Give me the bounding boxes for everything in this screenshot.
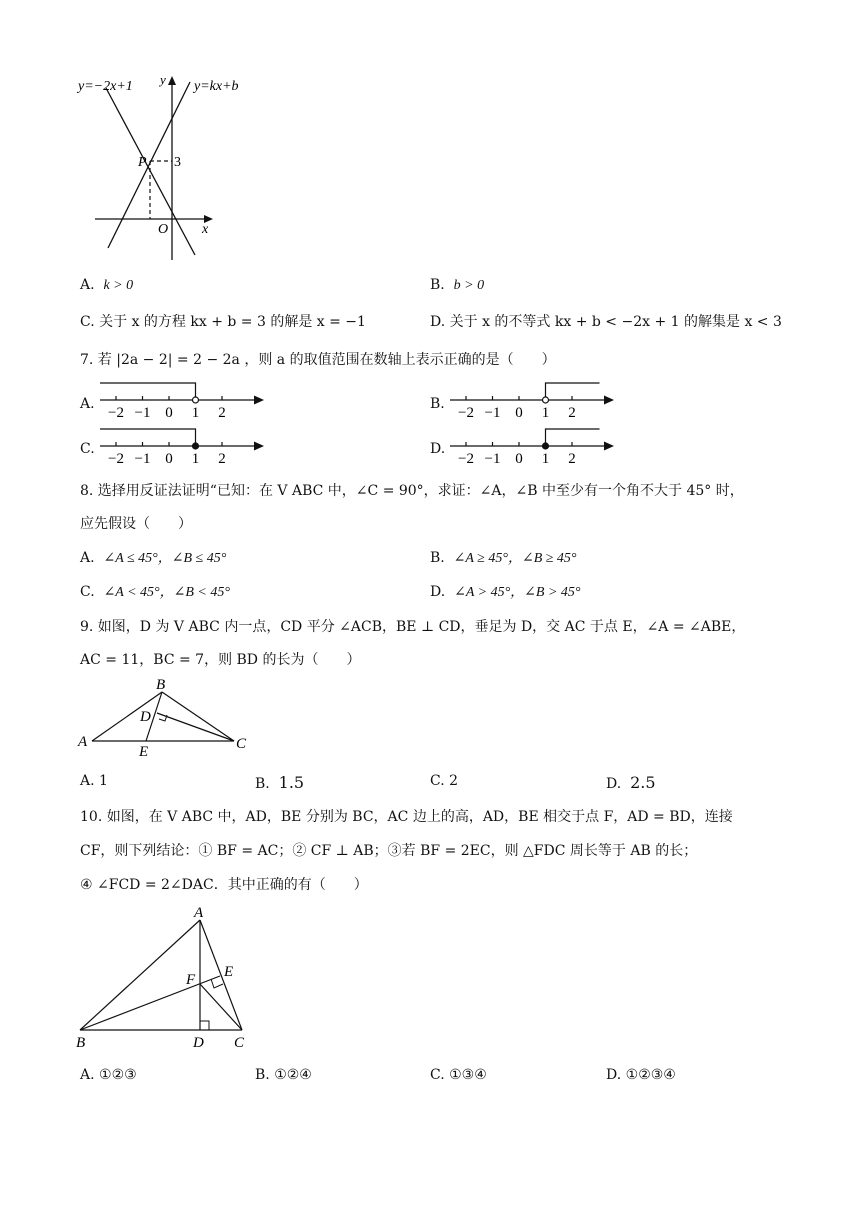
- q6-option-d[interactable]: D. 关于 x 的不等式 kx + b < −2x + 1 的解集是 x < 3: [430, 314, 782, 330]
- q9-option-a[interactable]: A. 1: [80, 773, 108, 789]
- label-e: E: [224, 964, 234, 980]
- label-e: E: [139, 744, 149, 760]
- q9-triangle-figure: [76, 676, 256, 762]
- q7-option-d-label[interactable]: D.: [430, 441, 446, 457]
- tick-label: 2: [568, 451, 576, 467]
- label-b: B: [76, 1035, 86, 1051]
- q7-number-line-b: [446, 378, 621, 424]
- q6-option-b[interactable]: B. b > 0: [430, 277, 485, 293]
- label-c: C: [234, 1035, 245, 1051]
- tick-label: −1: [134, 405, 151, 421]
- q7-option-c-label[interactable]: C.: [80, 441, 95, 457]
- tick-label: −2: [108, 405, 124, 421]
- tick-label: 2: [568, 405, 576, 421]
- tick-label: −2: [458, 451, 474, 467]
- q8-option-b[interactable]: B. ∠A ≥ 45°，∠B ≥ 45°: [430, 550, 577, 566]
- label-a: A: [78, 734, 88, 750]
- q10-triangle-figure: [72, 902, 262, 1054]
- tick-label: 0: [515, 405, 523, 421]
- number-line-arrow: [604, 396, 614, 405]
- label-a: A: [194, 905, 204, 921]
- label-y-axis: y: [160, 72, 166, 87]
- label-line1: y=−2x+1: [78, 79, 133, 94]
- q8-stem-line2: 应先假设（ ）: [80, 516, 192, 532]
- tick-label: −1: [484, 451, 501, 467]
- q9-option-d[interactable]: D. 2.5: [606, 773, 656, 792]
- q10-stem-line1: 10. 如图，在 V ABC 中，AD，BE 分别为 BC，AC 边上的高，AD，BE 相交于点 F，AD = BD，连接: [80, 809, 733, 825]
- q8-stem-line1: 8. 选择用反证法证明“已知：在 V ABC 中，∠C = 90°，求证：∠A，∠B 中至少有一个角不大于 45° 时，: [80, 483, 744, 499]
- tick-label: −2: [458, 405, 474, 421]
- tick-label: −1: [134, 451, 151, 467]
- label-x-axis: x: [202, 222, 209, 237]
- q7-number-line-d: [446, 424, 621, 470]
- open-endpoint: [543, 397, 549, 403]
- q7-number-line-a: [96, 378, 271, 424]
- q10-stem-line3: ④ ∠FCD = 2∠DAC．其中正确的有（ ）: [80, 877, 368, 893]
- closed-endpoint: [193, 443, 199, 449]
- tick-label: −1: [484, 405, 501, 421]
- open-endpoint: [193, 397, 199, 403]
- q10-stem-line2: CF，则下列结论：① BF = AC；② CF ⊥ AB；③若 BF = 2EC，则 △FDC 周长等于 AB 的长；: [80, 843, 698, 859]
- label-d: D: [140, 709, 151, 725]
- q10-option-c[interactable]: C. ①③④: [430, 1067, 487, 1083]
- q10-option-d[interactable]: D. ①②③④: [606, 1067, 676, 1083]
- q7-option-a-label[interactable]: A.: [80, 396, 95, 412]
- q9-option-c[interactable]: C. 2: [430, 773, 459, 789]
- label-f: F: [186, 972, 196, 988]
- number-line-arrow: [254, 396, 264, 405]
- label-origin: O: [158, 222, 169, 237]
- q9-stem-line2: AC = 11，BC = 7，则 BD 的长为（ ）: [80, 652, 361, 668]
- q8-option-a[interactable]: A. ∠A ≤ 45°，∠B ≤ 45°: [80, 550, 227, 566]
- range-bracket: [100, 429, 196, 446]
- q6-option-a[interactable]: A. k > 0: [80, 277, 134, 293]
- tick-label: 0: [165, 405, 173, 421]
- q7-stem: 7. 若 |2a − 2| = 2 − 2a ，则 a 的取值范围在数轴上表示正确的是（ ）: [80, 352, 556, 368]
- number-line-arrow: [604, 442, 614, 451]
- tick-label: 0: [515, 451, 523, 467]
- tick-label: 1: [541, 405, 550, 421]
- label-line2: y=kx+b: [194, 79, 239, 94]
- q6-graph-figure: [70, 70, 270, 265]
- closed-endpoint: [543, 443, 549, 449]
- number-line-arrow: [254, 442, 264, 451]
- q7-option-b-label[interactable]: B.: [430, 396, 445, 412]
- label-y-value: 3: [174, 155, 181, 170]
- q8-option-c[interactable]: C. ∠A < 45°，∠B < 45°: [80, 584, 230, 600]
- q10-option-a[interactable]: A. ①②③: [80, 1067, 137, 1083]
- q10-option-b[interactable]: B. ①②④: [255, 1067, 312, 1083]
- tick-label: 1: [541, 451, 550, 467]
- tick-label: 2: [218, 405, 226, 421]
- label-c: C: [236, 736, 247, 752]
- tick-label: 1: [191, 451, 200, 467]
- q8-option-d[interactable]: D. ∠A > 45°，∠B > 45°: [430, 584, 581, 600]
- label-point-p: P: [138, 155, 147, 170]
- q9-stem-line1: 9. 如图，D 为 V ABC 内一点，CD 平分 ∠ACB，BE ⊥ CD，垂足为 D，交 AC 于点 E，∠A = ∠ABE，: [80, 619, 746, 635]
- q6-option-c[interactable]: C. 关于 x 的方程 kx + b = 3 的解是 x = −1: [80, 314, 366, 330]
- tick-label: 2: [218, 451, 226, 467]
- label-d: D: [193, 1035, 204, 1051]
- tick-label: 0: [165, 451, 173, 467]
- q9-option-b[interactable]: B. 1.5: [255, 773, 305, 792]
- tick-label: 1: [191, 405, 200, 421]
- range-bracket: [100, 383, 196, 400]
- tick-label: −2: [108, 451, 124, 467]
- label-b: B: [156, 677, 166, 693]
- q7-number-line-c: [96, 424, 271, 470]
